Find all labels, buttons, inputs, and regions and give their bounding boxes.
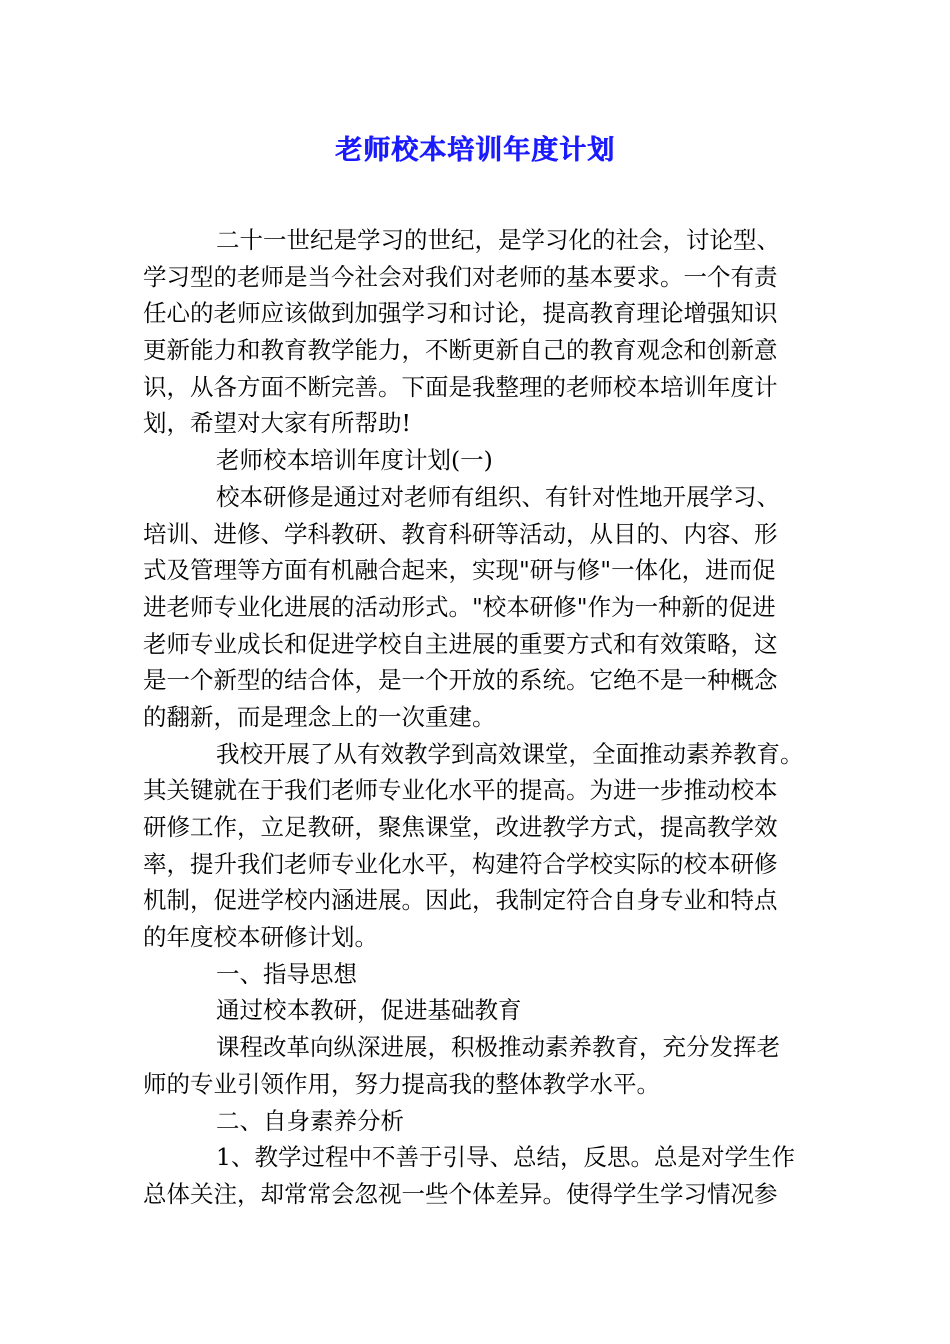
text-line: 总体关注，却常常会忽视一些个体差异。使得学生学习情况参: [143, 1179, 778, 1208]
text-line: 进老师专业化进展的活动形式。"校本研修"作为一种新的促进: [143, 592, 776, 621]
text-line: 我校开展了从有效教学到高效课堂，全面推动素养教育。: [216, 739, 804, 768]
text-line: 校本研修是通过对老师有组织、有针对性地开展学习、: [216, 482, 780, 511]
text-line: 二、自身素养分析: [216, 1106, 404, 1135]
text-line: 是一个新型的结合体，是一个开放的系统。它绝不是一种概念: [143, 666, 778, 695]
text-line: 其关键就在于我们老师专业化水平的提高。为进一步推动校本: [143, 776, 778, 805]
text-line: 的年度校本研修计划。: [143, 923, 378, 952]
text-line: 更新能力和教育教学能力，不断更新自己的教育观念和创新意: [143, 336, 778, 365]
text-line: 课程改革向纵深进展，积极推动素养教育，充分发挥老: [216, 1033, 780, 1062]
text-line: 率，提升我们老师专业化水平，构建符合学校实际的校本研修: [143, 849, 778, 878]
text-line: 1、教学过程中不善于引导、总结，反思。总是对学生作: [216, 1143, 795, 1172]
text-line: 老师专业成长和促进学校自主进展的重要方式和有效策略，这: [143, 629, 778, 658]
text-line: 研修工作，立足教研，聚焦课堂，改进教学方式，提高教学效: [143, 813, 778, 841]
text-line: 划，希望对大家有所帮助!: [143, 409, 411, 438]
text-line: 师的专业引领作用，努力提高我的整体教学水平。: [143, 1069, 660, 1098]
text-line: 学习型的老师是当今社会对我们对老师的基本要求。一个有责: [143, 262, 778, 291]
text-line: 培训、进修、学科教研、教育科研等活动，从目的、内容、形: [143, 519, 778, 548]
text-line: 识，从各方面不断完善。下面是我整理的老师校本培训年度计: [143, 372, 778, 401]
text-line: 二十一世纪是学习的世纪，是学习化的社会，讨论型、: [216, 226, 780, 254]
document-body: [143, 222, 813, 1213]
text-line: 机制，促进学校内涵进展。因此，我制定符合自身专业和特点: [143, 886, 778, 915]
text-line: 通过校本教研，促进基础教育: [216, 996, 522, 1025]
text-line: 老师校本培训年度计划(一): [216, 446, 493, 475]
text-line: 一、指导思想: [216, 959, 357, 988]
text-line: 任心的老师应该做到加强学习和讨论，提高教育理论增强知识: [143, 299, 778, 328]
text-line: 的翻新，而是理念上的一次重建。: [143, 702, 496, 731]
document-title: 老师校本培训年度计划: [335, 135, 615, 166]
text-line: 式及管理等方面有机融合起来，实现"研与修"一体化，进而促: [143, 556, 776, 585]
